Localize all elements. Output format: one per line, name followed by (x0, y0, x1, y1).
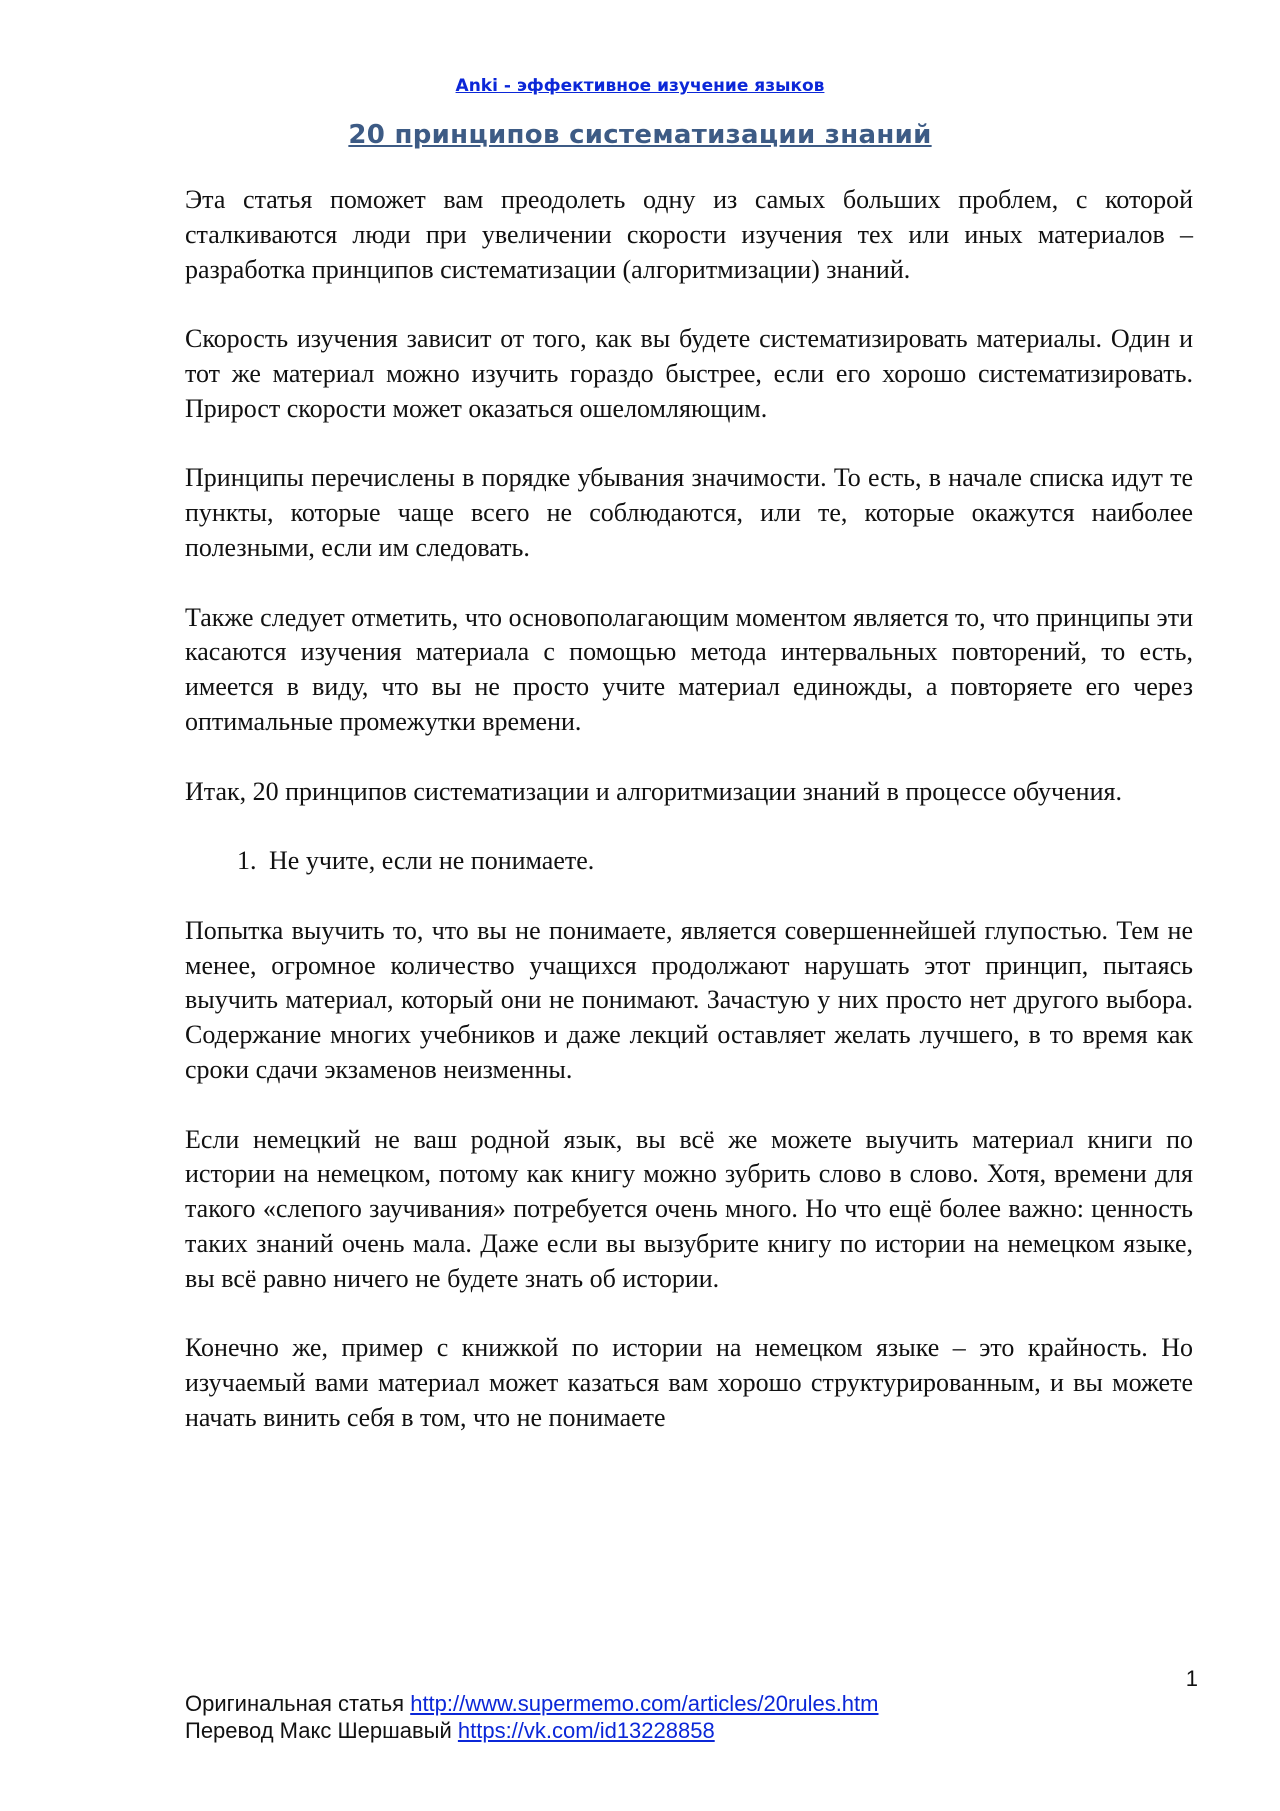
footer-original-label: Оригинальная статья (185, 1691, 411, 1716)
paragraph-intro: Эта статья поможет вам преодолеть одну из самых больших проблем, с которой сталкиваются люди при увеличении скорости изучения тех или иных материалов – разработка принципов систематизации (алгоритмизации) знаний. (185, 185, 1193, 284)
translator-link[interactable]: https://vk.com/id13228858 (457, 1718, 715, 1743)
footer-translation-label: Перевод Макс Шершавый (185, 1718, 458, 1743)
principles-list (185, 844, 1193, 879)
header-link[interactable]: Anki - эффективное изучение языков (455, 76, 825, 96)
original-article-link[interactable]: http://www.supermemo.com/articles/20rules.htm (410, 1691, 879, 1716)
paragraph-order: Принципы перечислены в порядке убывания значимости. То есть, в начале списка идут те пункты, которые чаще всего не соблюдаются, или те, которые окажутся наиболее полезными, если им следовать. (185, 463, 1193, 562)
footer-original-line (185, 1690, 1185, 1717)
article-body (185, 183, 1193, 1436)
paragraph-german: Если немецкий не ваш родной язык, вы всё же можете выучить материал книги по истории на немецком, потому как книгу можно зубрить слово в слово. Хотя, времени для такого «слепого заучивания» потребуется очень много. Но что ещё более важно: ценность таких знаний очень мала. Даже если вы вызубрите книгу по истории на немецком языке, вы всё равно ничего не будете знать об истории. (185, 1124, 1193, 1293)
page-number: 1 (1185, 1666, 1198, 1691)
paragraph-spaced-repetition: Также следует отметить, что основополагающим моментом является то, что принципы эти касаются изучения материала с помощью метода интервальных повторений, то есть, имеется в виду, что вы не просто учите материал единожды, а повторяете его через оптимальные промежутки времени. (185, 602, 1193, 736)
paragraph-example: Конечно же, пример с книжкой по истории на немецком языке – это крайность. Но изучаемый вами материал может казаться вам хорошо структурированным, и вы можете начать винить себя в том, что не понимаете (185, 1333, 1193, 1432)
list-item-1: 1. Не учите, если не понимаете. (263, 844, 1193, 879)
paragraph-attempt: Попытка выучить то, что вы не понимаете, является совершеннейшей глупостью. Тем не менее, огромное количество учащихся продолжают нарушать этот принцип, пытаясь выучить материал, который они не понимают. Зачастую у них просто нет другого выбора. Содержание многих учебников и даже лекций оставляет желать лучшего, в то время как сроки сдачи экзаменов неизменны. (185, 915, 1193, 1084)
paragraph-so: Итак, 20 принципов систематизации и алгоритмизации знаний в процессе обучения. (185, 776, 1122, 806)
footer-translation-line (185, 1717, 1185, 1744)
footer (185, 1690, 1185, 1744)
page-title: 20 принципов систематизации знаний (348, 120, 932, 150)
paragraph-speed: Скорость изучения зависит от того, как вы будете систематизировать материалы. Один и тот же материал можно изучить гораздо быстрее, если его хорошо систематизировать. Прирост скорости может оказаться ошеломляющим. (185, 324, 1193, 423)
